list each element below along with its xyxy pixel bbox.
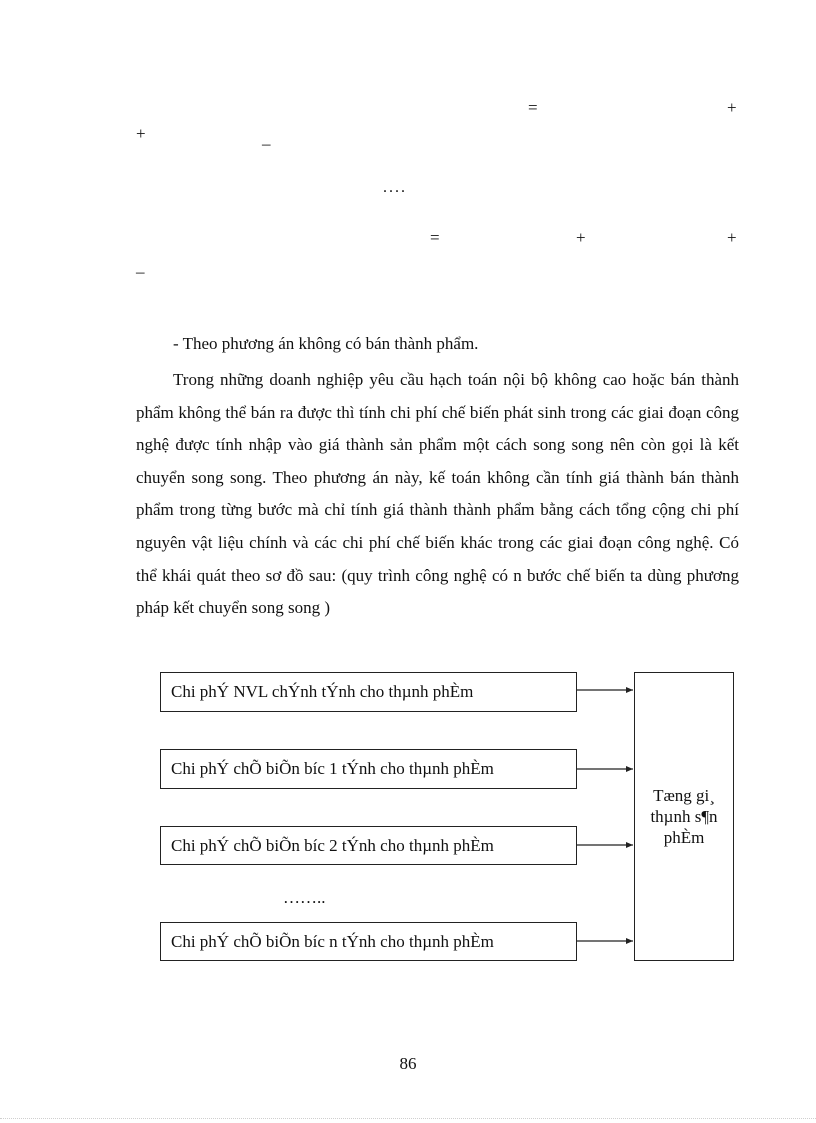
page-number: 86: [399, 1054, 417, 1073]
formula-plus-sign: +: [136, 124, 146, 143]
total-label-line: phÈm: [663, 828, 705, 847]
total-label-line: Tæng gi¸: [653, 786, 715, 805]
diagram-ellipsis: ……..: [283, 888, 326, 907]
body-paragraph: Trong những doanh nghiệp yêu cầu hạch toán nội bộ không cao hoặc bán thành phẩm không thể bán ra được thì tính chi phí chế biến phát sinh trong các giai đoạn công nghệ được tính nhập vào giá thành sản phẩm một cách song song nên còn gọi là kết chuyển song song. Theo phương án này, kế toán không cần tính giá thành bán thành phẩm trong từng bước mà chỉ tính giá thành thành phẩm bằng cách tổng cộng chi phí nguyên vật liệu chính và các chi phí chế biến khác trong các giai đoạn công nghệ. Có thể khái quát theo sơ đồ sau: (quy trình công nghệ có n bước chế biến ta dùng phương pháp kết chuyển song song ): [136, 370, 739, 618]
formula-equals-sign: =: [528, 98, 538, 117]
diagram-box-label: Chi phÝ NVL chÝnh tÝnh cho thµnh phÈm: [171, 682, 474, 701]
formula-equals-sign: =: [430, 228, 440, 247]
diagram-box-label: Chi phÝ chÕ biÕn bíc 2 tÝnh cho thµnh phÈm: [171, 835, 494, 855]
diagram-box-label: Chi phÝ chÕ biÕn bíc 1 tÝnh cho thµnh phÈm: [171, 759, 494, 778]
formula-minus-sign: –: [136, 262, 145, 281]
formula-plus-sign: +: [727, 98, 737, 117]
formula-plus-sign: +: [576, 228, 586, 247]
formula-ellipsis: ....: [383, 179, 407, 196]
diagram-box-label: Chi phÝ chÕ biÕn bíc n tÝnh cho thµnh phÈm: [171, 931, 494, 951]
total-label-line: thµnh s¶n: [650, 807, 718, 826]
formula-minus-sign: –: [262, 134, 271, 153]
section-heading: - Theo phương án không có bán thành phẩm.: [173, 334, 479, 353]
formula-plus-sign: +: [727, 228, 737, 247]
